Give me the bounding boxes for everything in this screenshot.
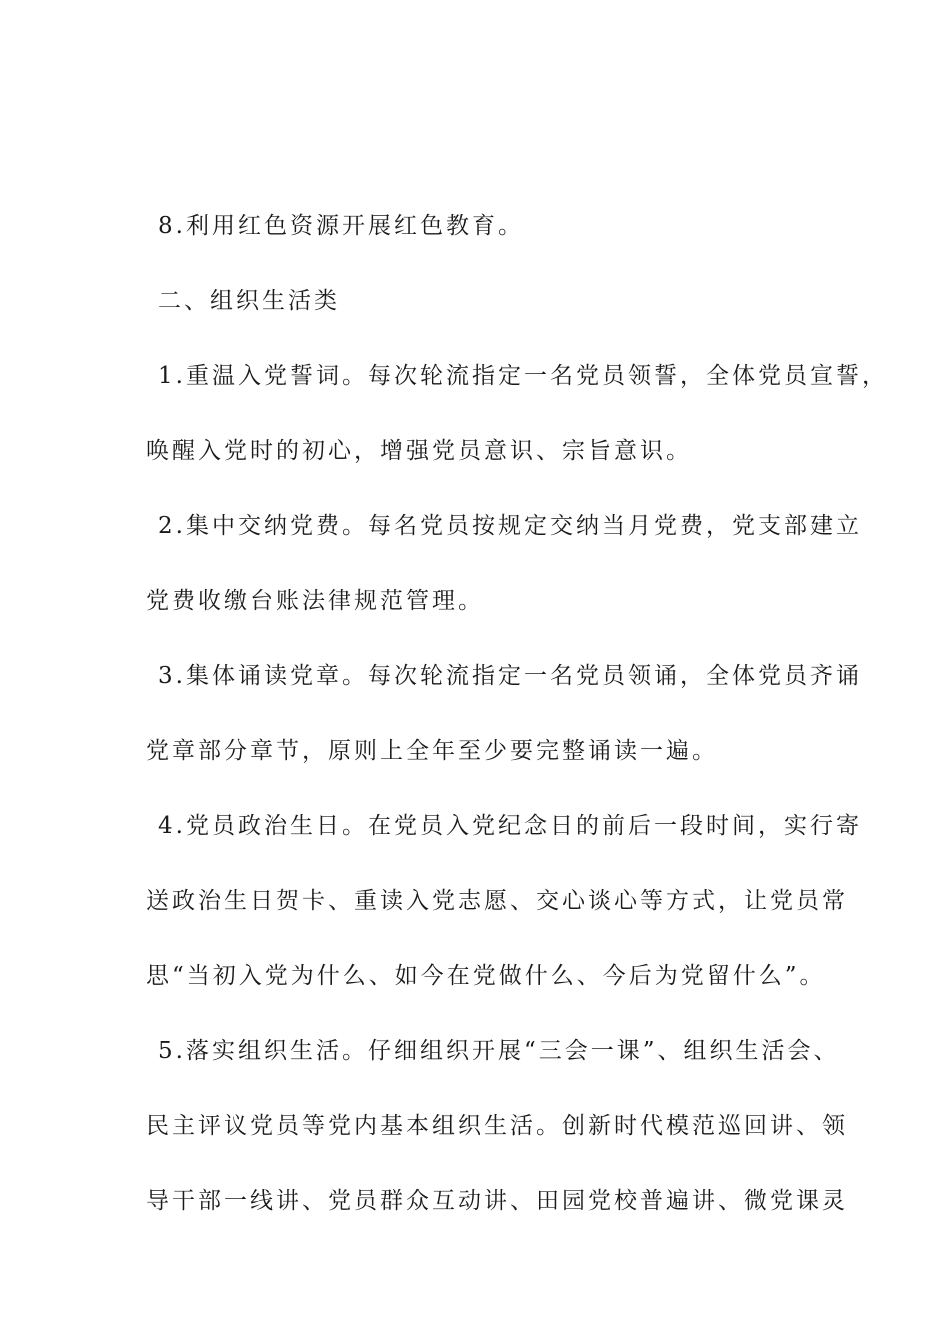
list-item-organization-life: 5.落实组织生活。仔细组织开展“三会一课”、组织生活会、 [158,1038,840,1064]
document-body [146,204,888,1254]
list-item-party-dues: 2.集中交纳党费。每名党员按规定交纳当月党费，党支部建立 [158,513,862,539]
section-heading-organization-life: 二、组织生活类 [158,288,340,314]
paragraph-line: 送政治生日贺卡、重读入党志愿、交心谈心等方式，让党员常 [146,888,848,914]
list-item-red-education: 8.利用红色资源开展红色教育。 [158,213,524,239]
paragraph-line: 思“当初入党为什么、如今在党做什么、今后为党留什么”。 [146,963,826,989]
paragraph-line: 党费收缴台账法律规范管理。 [146,588,484,614]
list-item-read-constitution: 3.集体诵读党章。每次轮流指定一名党员领诵，全体党员齐诵 [158,663,862,689]
list-item-political-birthday: 4.党员政治生日。在党员入党纪念日的前后一段时间，实行寄 [158,813,862,839]
paragraph-line: 民主评议党员等党内基本组织生活。创新时代模范巡回讲、领 [146,1113,848,1139]
paragraph-line: 导干部一线讲、党员群众互动讲、田园党校普遍讲、微党课灵 [146,1188,848,1214]
paragraph-line: 党章部分章节，原则上全年至少要完整诵读一遍。 [146,738,718,764]
list-item-oath: 1.重温入党誓词。每次轮流指定一名党员领誓，全体党员宣誓， [158,363,888,389]
paragraph-line: 唤醒入党时的初心，增强党员意识、宗旨意识。 [146,438,692,464]
